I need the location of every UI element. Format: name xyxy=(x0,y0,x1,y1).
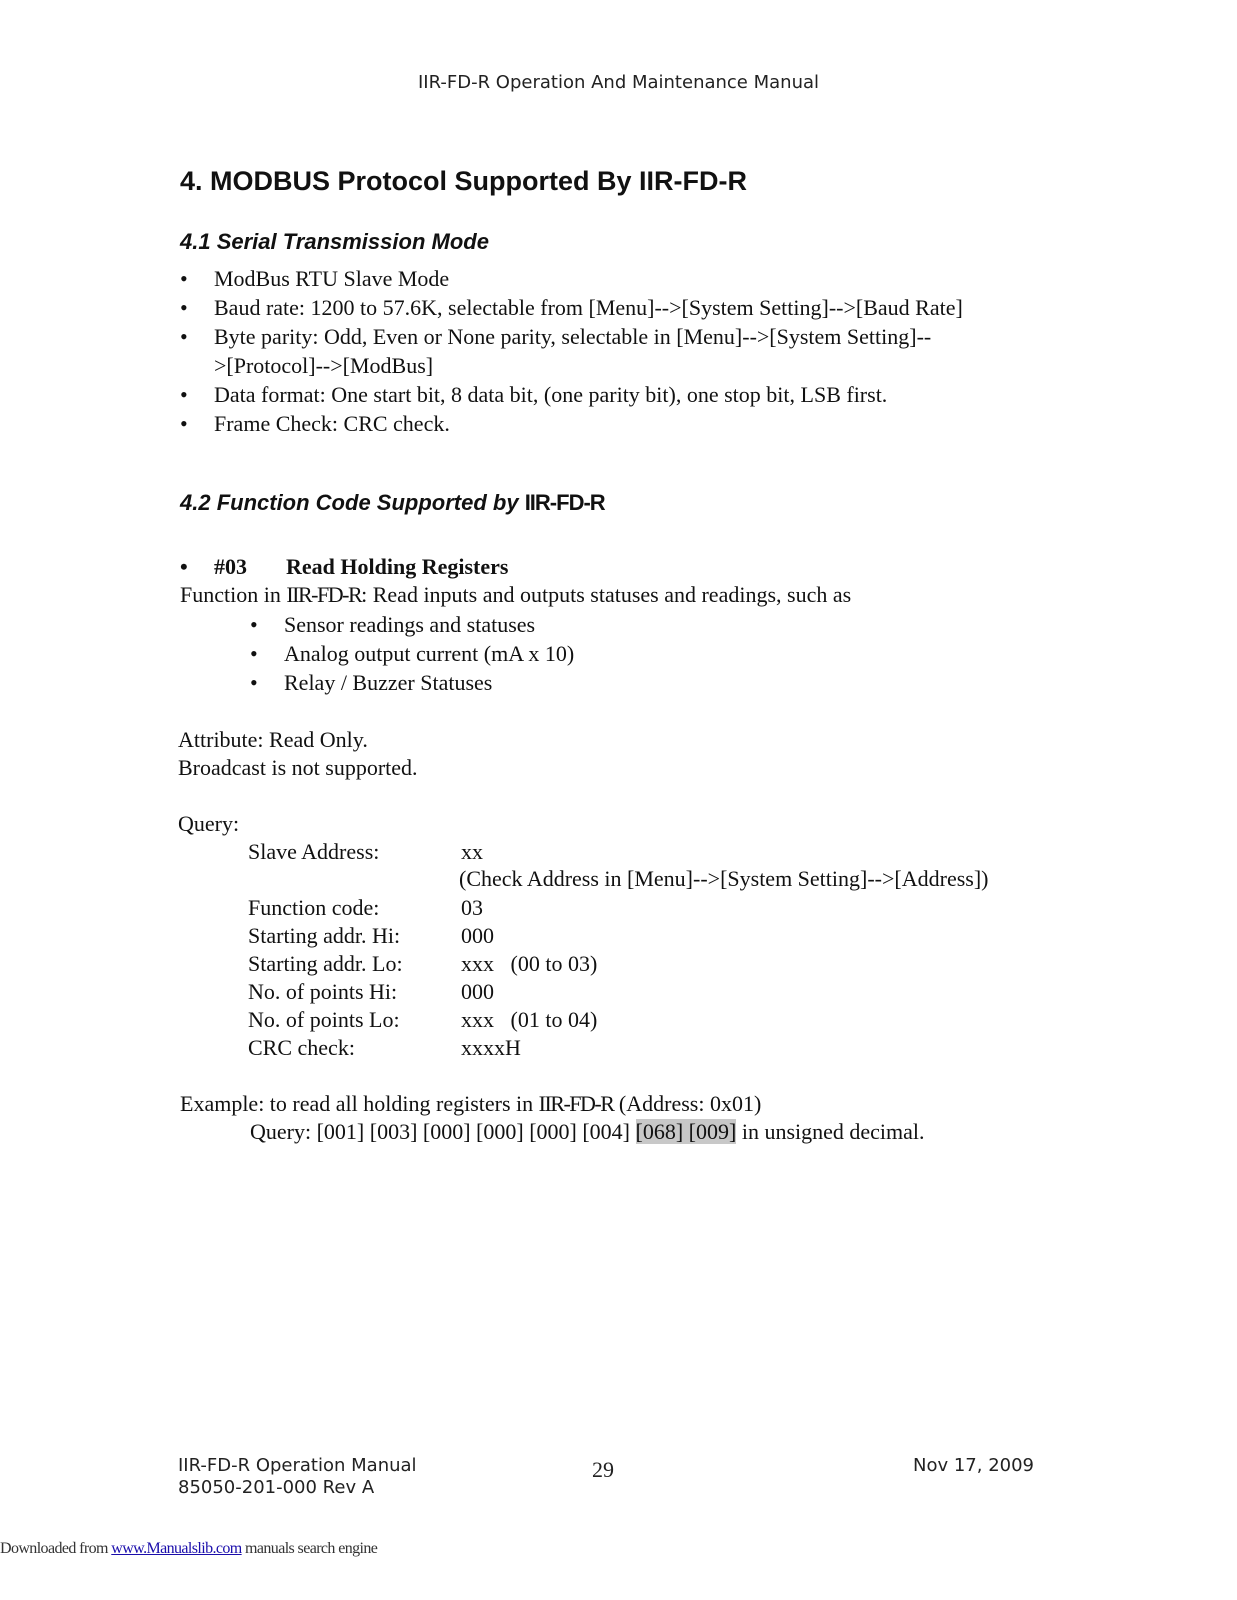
device-name: IIR-FD-R xyxy=(286,582,362,607)
bullet-icon: • xyxy=(250,670,258,695)
query-value: xxx (00 to 03) xyxy=(461,951,598,976)
query-label: No. of points Lo: xyxy=(248,1007,400,1032)
bullet-icon: • xyxy=(180,266,188,291)
query-value: 03 xyxy=(461,895,483,920)
function-name: Read Holding Registers xyxy=(286,554,509,579)
query-label: Starting addr. Lo: xyxy=(248,951,403,976)
list-item: • Sensor readings and statuses xyxy=(250,612,536,637)
page-number: 29 xyxy=(592,1457,614,1482)
query-value: xxx (01 to 04) xyxy=(461,1007,598,1032)
example-query: Query: [001] [003] [000] [000] [000] [004] [068] [009] in unsigned decimal. xyxy=(250,1119,925,1144)
footer-part-number: 85050-201-000 Rev A xyxy=(178,1477,375,1498)
query-value: xx xyxy=(461,839,483,864)
section-title: 4. MODBUS Protocol Supported By IIR-FD-R xyxy=(180,166,747,196)
function-description: Function in IIR-FD-R: Read inputs and outputs statuses and readings, such as xyxy=(180,582,852,607)
attribute-text: Attribute: Read Only. xyxy=(178,727,368,752)
broadcast-text: Broadcast is not supported. xyxy=(178,755,418,780)
query-value-note: (Check Address in [Menu]-->[System Setting]-->[Address]) xyxy=(459,866,989,891)
query-label: No. of points Hi: xyxy=(248,979,398,1004)
function-heading xyxy=(180,554,508,580)
list-item: • Frame Check: CRC check. xyxy=(180,411,450,436)
device-name: IIR-FD-R xyxy=(524,490,605,515)
subsection-title-serial: 4.1 Serial Transmission Mode xyxy=(180,229,489,254)
query-value: 000 xyxy=(461,923,494,948)
bullet-icon: • xyxy=(180,411,188,436)
bullet-icon: • xyxy=(250,612,258,637)
bullet-icon: • xyxy=(180,382,188,407)
bullet-icon: • xyxy=(180,295,188,320)
highlighted-crc: [068] [009] xyxy=(635,1119,737,1144)
list-item: • Analog output current (mA x 10) xyxy=(250,641,575,666)
bullet-icon: • xyxy=(180,554,188,579)
footer-date: Nov 17, 2009 xyxy=(913,1455,1035,1476)
example-text: Example: to read all holding registers in IIR-FD-R (Address: 0x01) xyxy=(180,1091,762,1116)
device-name: IIR-FD-R xyxy=(538,1091,614,1116)
query-label: Slave Address: xyxy=(248,839,380,864)
query-value: xxxxH xyxy=(461,1035,521,1060)
query-label: Starting addr. Hi: xyxy=(248,923,401,948)
download-banner: Downloaded from www.Manualslib.com manuals search engine xyxy=(0,1540,378,1557)
list-item: • Baud rate: 1200 to 57.6K, selectable from [Menu]-->[System Setting]-->[Baud Rate] xyxy=(180,295,963,320)
query-label: CRC check: xyxy=(248,1035,355,1060)
bullet-icon: • xyxy=(250,641,258,666)
list-item: • ModBus RTU Slave Mode xyxy=(180,266,450,291)
list-item: • Byte parity: Odd, Even or None parity, selectable in [Menu]-->[System Setting]-- xyxy=(180,324,932,349)
query-value: 000 xyxy=(461,979,494,1004)
footer-manual-name: IIR-FD-R Operation Manual xyxy=(178,1455,417,1476)
manualslib-link[interactable]: www.Manualslib.com xyxy=(111,1540,242,1557)
query-label: Function code: xyxy=(248,895,380,920)
subsection-title-function: 4.2 Function Code Supported by IIR-FD-R xyxy=(180,490,605,515)
query-heading: Query: xyxy=(178,811,240,836)
running-header: IIR-FD-R Operation And Maintenance Manual xyxy=(417,72,820,93)
list-item: • Relay / Buzzer Statuses xyxy=(250,670,493,695)
list-item: • Data format: One start bit, 8 data bit, (one parity bit), one stop bit, LSB first. xyxy=(180,382,888,407)
list-item-continuation: >[Protocol]-->[ModBus] xyxy=(214,353,434,378)
bullet-icon: • xyxy=(180,324,188,349)
function-code: #03 xyxy=(214,554,247,579)
